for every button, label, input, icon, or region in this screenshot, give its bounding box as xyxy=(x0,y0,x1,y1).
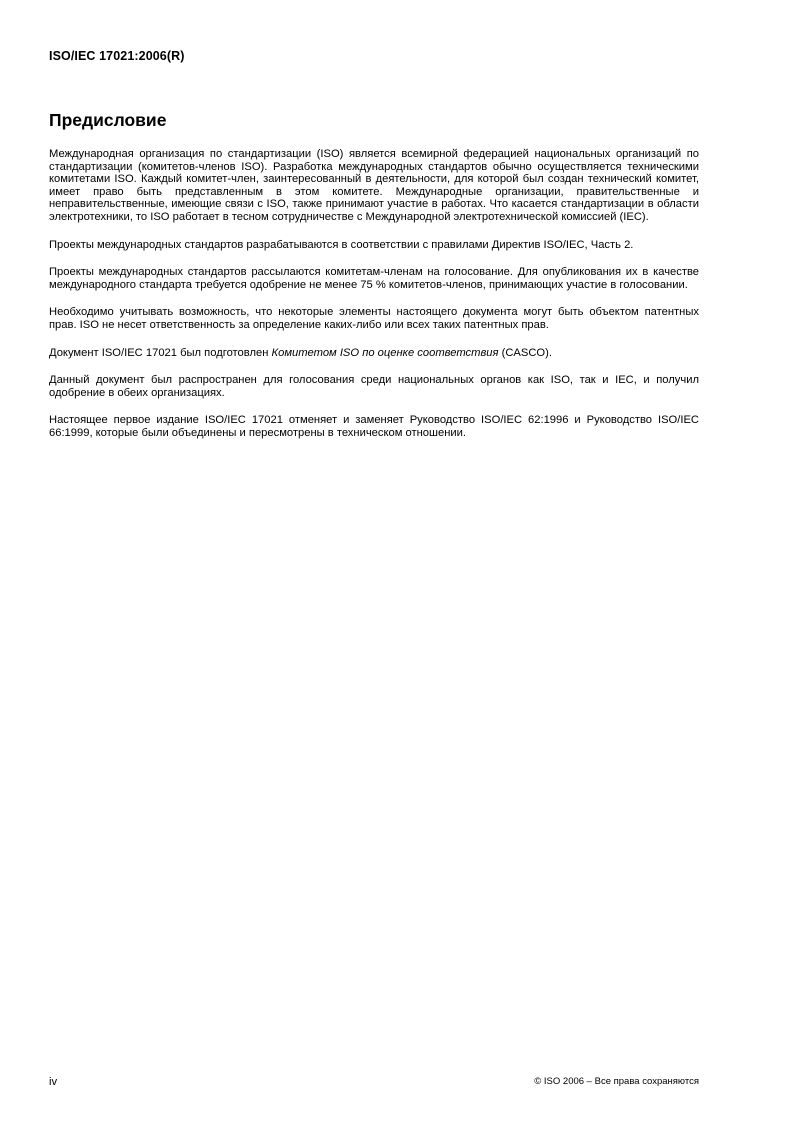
prepared-by-text: Документ ISO/IEC 17021 был подготовлен xyxy=(49,346,272,359)
committee-acronym: (CASCO). xyxy=(498,346,552,359)
page-number: iv xyxy=(49,1076,58,1088)
document-id-header: ISO/IEC 17021:2006(R) xyxy=(49,49,185,63)
paragraph-patent-rights: Необходимо учитывать возможность, что некоторые элементы настоящего документа могут быть объектом патентных прав. ISO не несет ответственность за определение каких-либо или всех таких патентных прав. xyxy=(49,306,699,331)
foreword-body xyxy=(49,148,699,455)
paragraph-voting: Проекты международных стандартов рассылаются комитетам-членам на голосование. Для опубликования их в качестве международного стандарта требуется одобрение не менее 75 % комитетов-членов, принимающих участие в голосовании. xyxy=(49,266,699,291)
paragraph-iso-organization: Международная организация по стандартизации (ISO) является всемирной федерацией национальных организаций по стандартизации (комитетов-членов ISO). Разработка международных стандартов обычно осуществляется техническими комитетами ISO. Каждый комитет-член, заинтересованный в деятельности, для которой был создан технический комитет, имеет право быть представленным в этом комитете. Международные организации, правительственные и неправительственные, имеющие связи с ISO, также принимают участие в работах. Что касается стандартизации в области электротехники, то ISO работает в тесном сотрудничестве с Международной электротехнической комиссией (IEC). xyxy=(49,148,699,223)
paragraph-distribution: Данный документ был распространен для голосования среди национальных органов как ISO, так и IEC, и получил одобрение в обеих организациях. xyxy=(49,374,699,399)
copyright-notice: © ISO 2006 – Все права сохраняются xyxy=(534,1076,699,1087)
page-title: Предисловие xyxy=(49,110,167,130)
paragraph-edition: Настоящее первое издание ISO/IEC 17021 отменяет и заменяет Руководство ISO/IEC 62:1996 и Руководство ISO/IEC 66:1999, которые были объединены и пересмотрены в техническом отношении. xyxy=(49,414,699,439)
paragraph-directives: Проекты международных стандартов разрабатываются в соответствии с правилами Директив ISO/IEC, Часть 2. xyxy=(49,238,634,251)
paragraph-prepared-by xyxy=(49,347,699,360)
committee-name: Комитетом ISO по оценке соответствия xyxy=(271,346,499,359)
